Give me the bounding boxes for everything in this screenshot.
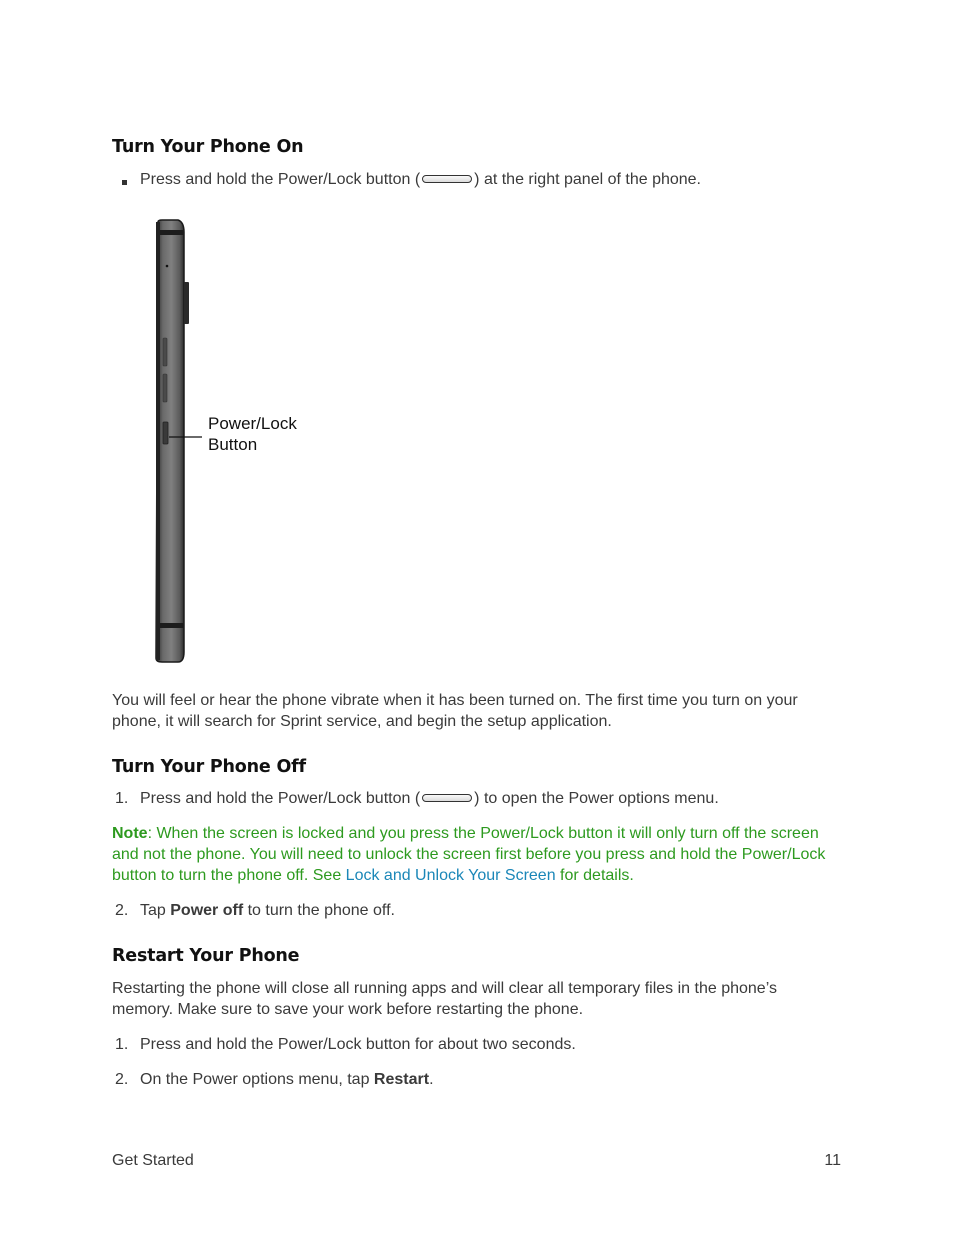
- step1-turn-off: [140, 788, 719, 809]
- bullet-turn-on: [140, 169, 701, 190]
- restart-step2-bold: Restart: [373, 1071, 430, 1088]
- footer-section-name: Get Started: [112, 1152, 194, 1169]
- footer-page-number: 11: [824, 1152, 841, 1169]
- phone-side-illustration: [150, 218, 210, 666]
- note-text: : When the screen is locked and you press the Power/Lock button it will only turn off the screen and not the phone. You will need to unlock the screen first before you press and hold the Power/Lock button to turn the phone off. See: [112, 825, 826, 884]
- note-end: for details.: [555, 867, 634, 884]
- step2-power-off: [140, 900, 395, 921]
- restart-step1: Press and hold the Power/Lock button for about two seconds.: [140, 1036, 576, 1053]
- heading-turn-phone-on: Turn Your Phone On: [112, 137, 304, 157]
- restart-step2: [140, 1069, 434, 1090]
- power-button-icon: [422, 175, 472, 183]
- step2-text-after: to turn the phone off.: [243, 902, 395, 919]
- step1-text-before: Press and hold the Power/Lock button (: [140, 790, 421, 807]
- step2-bold: Power off: [170, 902, 244, 919]
- restart-step1-number: 1.: [115, 1036, 129, 1053]
- note-block: [112, 823, 842, 886]
- callout-line1: Power/Lock: [208, 414, 297, 433]
- bullet-text-after: ) at the right panel of the phone.: [474, 171, 701, 188]
- note-label: Note: [112, 825, 148, 842]
- heading-turn-phone-off: Turn Your Phone Off: [112, 757, 306, 777]
- bullet-text-before: Press and hold the Power/Lock button (: [140, 171, 421, 188]
- power-button-icon: [422, 794, 472, 802]
- step1-text-after: ) to open the Power options menu.: [474, 790, 719, 807]
- heading-restart-phone: Restart Your Phone: [112, 946, 300, 966]
- step2-number: 2.: [115, 902, 129, 919]
- step2-text-before: Tap: [140, 902, 171, 919]
- callout-line2: Button: [208, 435, 258, 454]
- restart-step2-number: 2.: [115, 1071, 129, 1088]
- restart-step2-after: .: [429, 1071, 434, 1088]
- link-lock-unlock-screen[interactable]: Lock and Unlock Your Screen: [345, 867, 556, 884]
- paragraph-restart: Restarting the phone will close all running apps and will clear all temporary files in the phone’s memory. Make sure to save your work before restarting the phone.: [112, 980, 777, 1018]
- bullet-marker: [122, 180, 127, 185]
- paragraph-vibrate: You will feel or hear the phone vibrate when it has been turned on. The first time you turn on your phone, it will search for Sprint service, and begin the setup application.: [112, 692, 798, 730]
- restart-step2-before: On the Power options menu, tap: [140, 1071, 374, 1088]
- callout-power-lock-button: [208, 413, 297, 455]
- step1-number: 1.: [115, 790, 129, 807]
